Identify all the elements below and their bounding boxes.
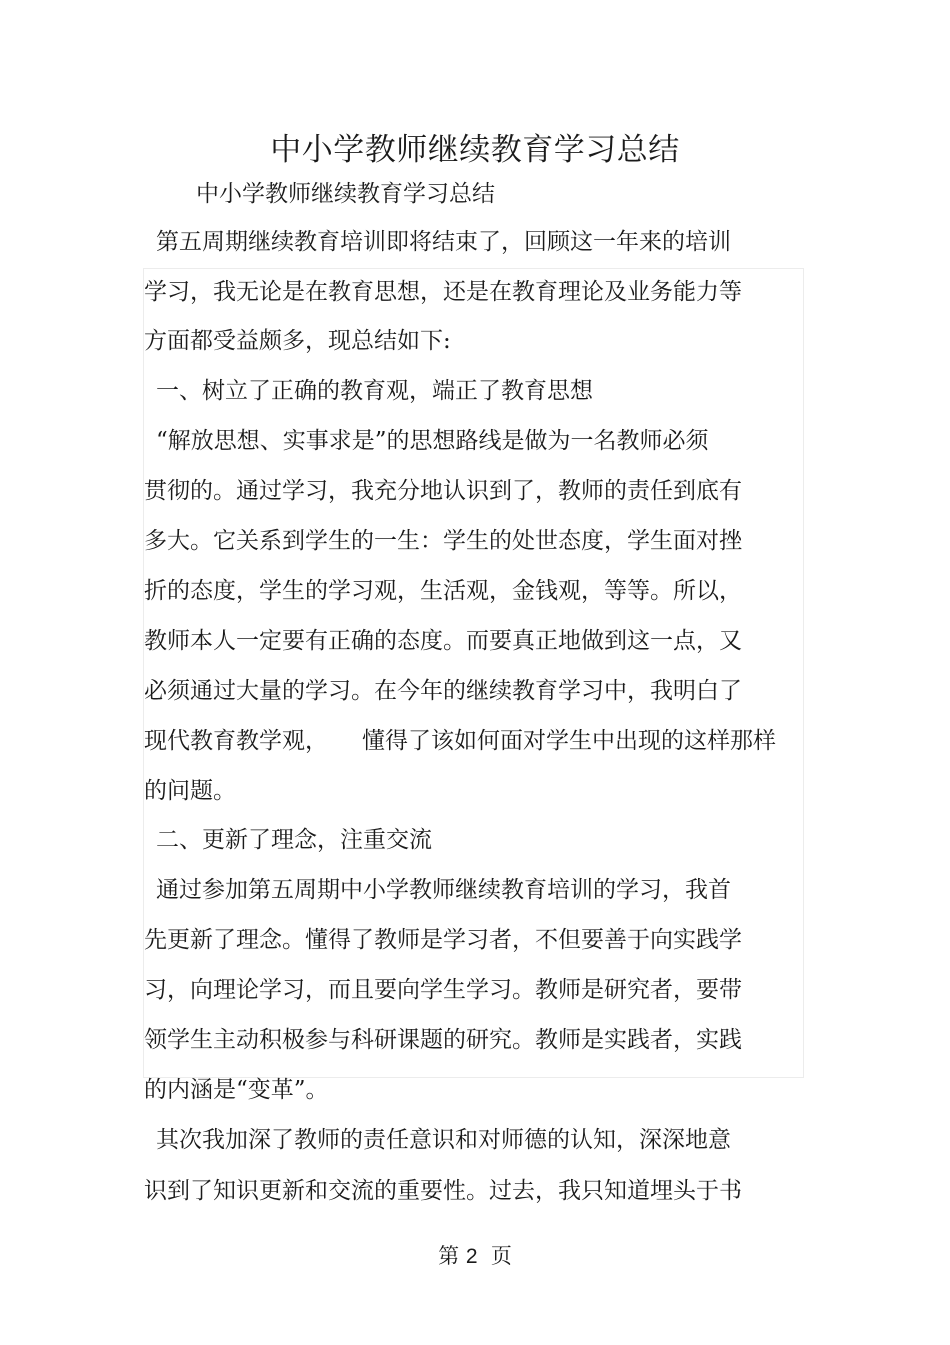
paragraph-line: 的问题。 — [144, 778, 236, 804]
paragraph-line: 先更新了理念。懂得了教师是学习者，不但要善于向实践学 — [144, 927, 742, 953]
paragraph-line — [144, 726, 776, 756]
paragraph-line: 多大。它关系到学生的一生：学生的处世态度，学生面对挫 — [144, 528, 742, 554]
paragraph-line: 其次我加深了教师的责任意识和对师德的认知，深深地意 — [156, 1127, 731, 1153]
paragraph-line: 的内涵是“变革”。 — [144, 1077, 329, 1103]
paragraph-line: 第五周期继续教育培训即将结束了，回顾这一年来的培训 — [156, 229, 731, 255]
paragraph-line: 必须通过大量的学习。在今年的继续教育学习中，我明白了 — [144, 678, 742, 704]
page-footer — [0, 1240, 950, 1270]
line-part: 现代教育教学观， — [144, 728, 328, 754]
paragraph-line: 贯彻的。通过学习，我充分地认识到了，教师的责任到底有 — [144, 478, 742, 504]
page-number: 2 — [465, 1245, 478, 1268]
paragraph-line: 领学生主动积极参与科研课题的研究。教师是实践者，实践 — [144, 1027, 742, 1053]
paragraph-line: 方面都受益颇多，现总结如下: — [144, 328, 451, 354]
section-heading: 一、树立了正确的教育观，端正了教育思想 — [156, 378, 593, 404]
paragraph-line: 识到了知识更新和交流的重要性。过去，我只知道埋头于书 — [144, 1178, 742, 1204]
document-subtitle: 中小学教师继续教育学习总结 — [196, 181, 495, 207]
line-part: 懂得了该如何面对学生中出现的这样那样 — [362, 728, 776, 754]
paragraph-line: 教师本人一定要有正确的态度。而要真正地做到这一点，又 — [144, 628, 742, 654]
section-heading: 二、更新了理念，注重交流 — [156, 827, 432, 853]
paragraph-line: 学习，我无论是在教育思想，还是在教育理论及业务能力等 — [144, 279, 742, 305]
footer-prefix: 第 — [438, 1244, 460, 1268]
paragraph-line: 习，向理论学习，而且要向学生学习。教师是研究者，要带 — [144, 977, 742, 1003]
document-title: 中小学教师继续教育学习总结 — [270, 132, 680, 168]
paragraph-line: 折的态度，学生的学习观，生活观，金钱观，等等。所以， — [144, 578, 742, 604]
paragraph-line: “解放思想、实事求是”的思想路线是做为一名教师必须 — [156, 428, 709, 454]
footer-suffix: 页 — [490, 1244, 512, 1268]
paragraph-line: 通过参加第五周期中小学教师继续教育培训的学习，我首 — [156, 877, 731, 903]
